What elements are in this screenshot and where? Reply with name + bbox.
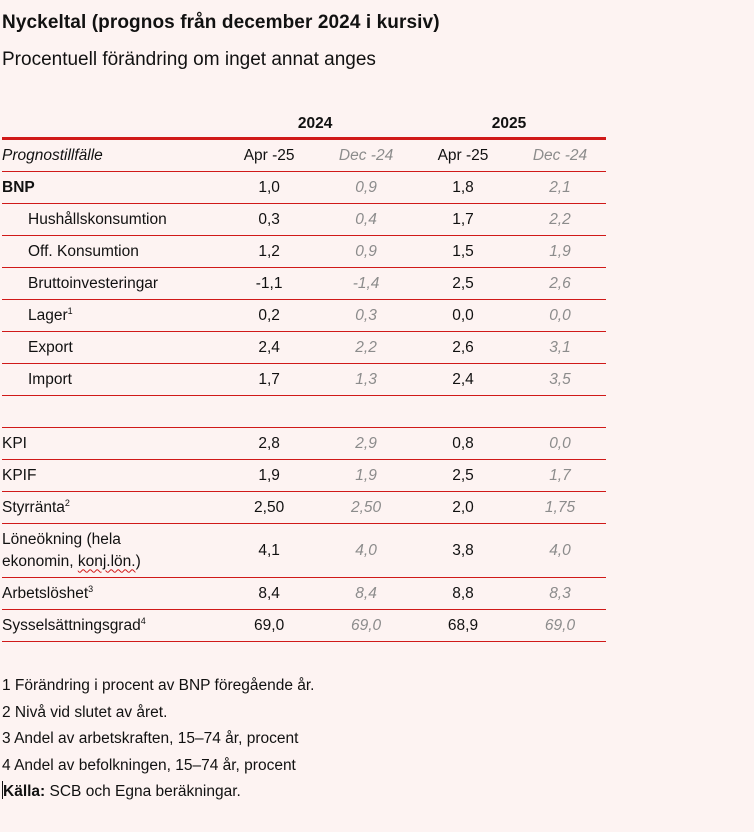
spacer-row	[2, 396, 606, 428]
table-subtitle: Procentuell förändring om inget annat anges	[2, 49, 376, 70]
value-current-2024: 1,9	[218, 460, 320, 492]
value-previous-2025: 2,6	[514, 268, 606, 300]
value-previous-2025: 3,5	[514, 364, 606, 396]
year-header-row	[2, 109, 606, 139]
value-current-2024: 8,4	[218, 578, 320, 610]
value-previous-2024: 1,9	[320, 460, 412, 492]
table-row	[2, 204, 606, 236]
value-previous-2025: 0,0	[514, 300, 606, 332]
row-label: Import	[2, 364, 218, 396]
value-current-2025: 2,5	[412, 268, 514, 300]
value-previous-2025: 1,9	[514, 236, 606, 268]
footnote-4: 4 Andel av befolkningen, 15–74 år, procent	[2, 756, 296, 774]
source-line[interactable]	[2, 779, 315, 806]
table-row	[2, 524, 606, 578]
value-previous-2024: 4,0	[320, 524, 412, 578]
value-previous-2025: 69,0	[514, 610, 606, 642]
value-current-2025: 0,0	[412, 300, 514, 332]
value-previous-2024: 8,4	[320, 578, 412, 610]
row-label: Bruttoinvesteringar	[2, 268, 218, 300]
table-row	[2, 172, 606, 204]
table-row	[2, 428, 606, 460]
row-label: Export	[2, 332, 218, 364]
value-previous-2024: 2,9	[320, 428, 412, 460]
year-2025-header: 2025	[412, 109, 606, 139]
row-label: Hushållskonsumtion	[2, 204, 218, 236]
header-current-2024: Apr -25	[218, 139, 320, 172]
footnote-1: 1 Förändring i procent av BNP föregående år.	[2, 677, 315, 694]
value-previous-2025: 1,7	[514, 460, 606, 492]
value-current-2024: 1,7	[218, 364, 320, 396]
spellcheck-word: konj.lön.	[77, 552, 136, 570]
row-label-cell	[2, 610, 218, 642]
footnotes	[2, 673, 315, 806]
row-label-line2-end: )	[135, 552, 141, 570]
header-previous-2025: Dec -24	[514, 139, 606, 172]
row-label: KPIF	[2, 460, 218, 492]
value-previous-2024: -1,4	[320, 268, 412, 300]
value-previous-2025: 2,1	[514, 172, 606, 204]
value-current-2024: -1,1	[218, 268, 320, 300]
footnote-marker: 1	[67, 305, 73, 316]
footnote-3: 3 Andel av arbetskraften, 15–74 år, procent	[2, 730, 299, 747]
footnote-marker: 3	[88, 583, 94, 594]
value-previous-2025: 0,0	[514, 428, 606, 460]
row-label: Lager	[28, 306, 68, 324]
value-current-2025: 2,4	[412, 364, 514, 396]
table-row	[2, 578, 606, 610]
value-current-2025: 2,0	[412, 492, 514, 524]
value-previous-2024: 0,9	[320, 236, 412, 268]
row-label-cell	[2, 492, 218, 524]
header-current-2025: Apr -25	[412, 139, 514, 172]
value-previous-2024: 1,3	[320, 364, 412, 396]
value-current-2024: 2,50	[218, 492, 320, 524]
table-row	[2, 610, 606, 642]
footnote-marker: 2	[64, 497, 70, 508]
value-previous-2024: 2,2	[320, 332, 412, 364]
value-previous-2025: 8,3	[514, 578, 606, 610]
value-current-2024: 4,1	[218, 524, 320, 578]
row-label: Off. Konsumtion	[2, 236, 218, 268]
value-previous-2025: 1,75	[514, 492, 606, 524]
value-current-2024: 0,2	[218, 300, 320, 332]
value-current-2025: 1,5	[412, 236, 514, 268]
value-current-2025: 8,8	[412, 578, 514, 610]
table-row	[2, 268, 606, 300]
row-label-line1: Löneökning (hela	[2, 530, 121, 548]
value-previous-2025: 2,2	[514, 204, 606, 236]
source-text: SCB och Egna beräkningar.	[45, 783, 241, 800]
value-current-2025: 0,8	[412, 428, 514, 460]
value-previous-2024: 0,9	[320, 172, 412, 204]
empty-header-cell	[2, 109, 218, 139]
value-previous-2024: 0,3	[320, 300, 412, 332]
value-current-2025: 1,7	[412, 204, 514, 236]
value-previous-2025: 4,0	[514, 524, 606, 578]
footnote-marker: 4	[140, 615, 146, 626]
key-figures-table	[2, 109, 606, 642]
value-current-2024: 2,8	[218, 428, 320, 460]
row-label: KPI	[2, 428, 218, 460]
forecast-date-header-row	[2, 139, 606, 172]
value-current-2025: 3,8	[412, 524, 514, 578]
row-label: Styrränta	[2, 498, 65, 516]
header-previous-2024: Dec -24	[320, 139, 412, 172]
footnote-2: 2 Nivå vid slutet av året.	[2, 703, 168, 721]
table-row	[2, 492, 606, 524]
value-previous-2024: 0,4	[320, 204, 412, 236]
table-row	[2, 460, 606, 492]
row-label: Sysselsättningsgrad	[2, 616, 141, 634]
row-label-cell	[2, 524, 218, 578]
value-current-2024: 69,0	[218, 610, 320, 642]
row-label-cell	[2, 578, 218, 610]
row-label: BNP	[2, 172, 218, 204]
value-current-2024: 1,2	[218, 236, 320, 268]
value-current-2025: 1,8	[412, 172, 514, 204]
row-label: Arbetslöshet	[2, 584, 89, 602]
table-row	[2, 364, 606, 396]
value-current-2025: 68,9	[412, 610, 514, 642]
value-current-2024: 0,3	[218, 204, 320, 236]
table-row	[2, 236, 606, 268]
forecast-date-label: Prognostillfälle	[2, 139, 218, 172]
value-current-2025: 2,6	[412, 332, 514, 364]
table-row	[2, 332, 606, 364]
value-previous-2024: 69,0	[320, 610, 412, 642]
table-row	[2, 300, 606, 332]
row-label-line2: ekonomin,	[2, 552, 78, 570]
source-label: Källa:	[3, 783, 46, 800]
value-previous-2024: 2,50	[320, 492, 412, 524]
table-title: Nyckeltal (prognos från december 2024 i kursiv)	[2, 12, 440, 33]
value-current-2024: 1,0	[218, 172, 320, 204]
value-current-2025: 2,5	[412, 460, 514, 492]
value-previous-2025: 3,1	[514, 332, 606, 364]
row-label-cell	[2, 300, 218, 332]
year-2024-header: 2024	[218, 109, 412, 139]
value-current-2024: 2,4	[218, 332, 320, 364]
